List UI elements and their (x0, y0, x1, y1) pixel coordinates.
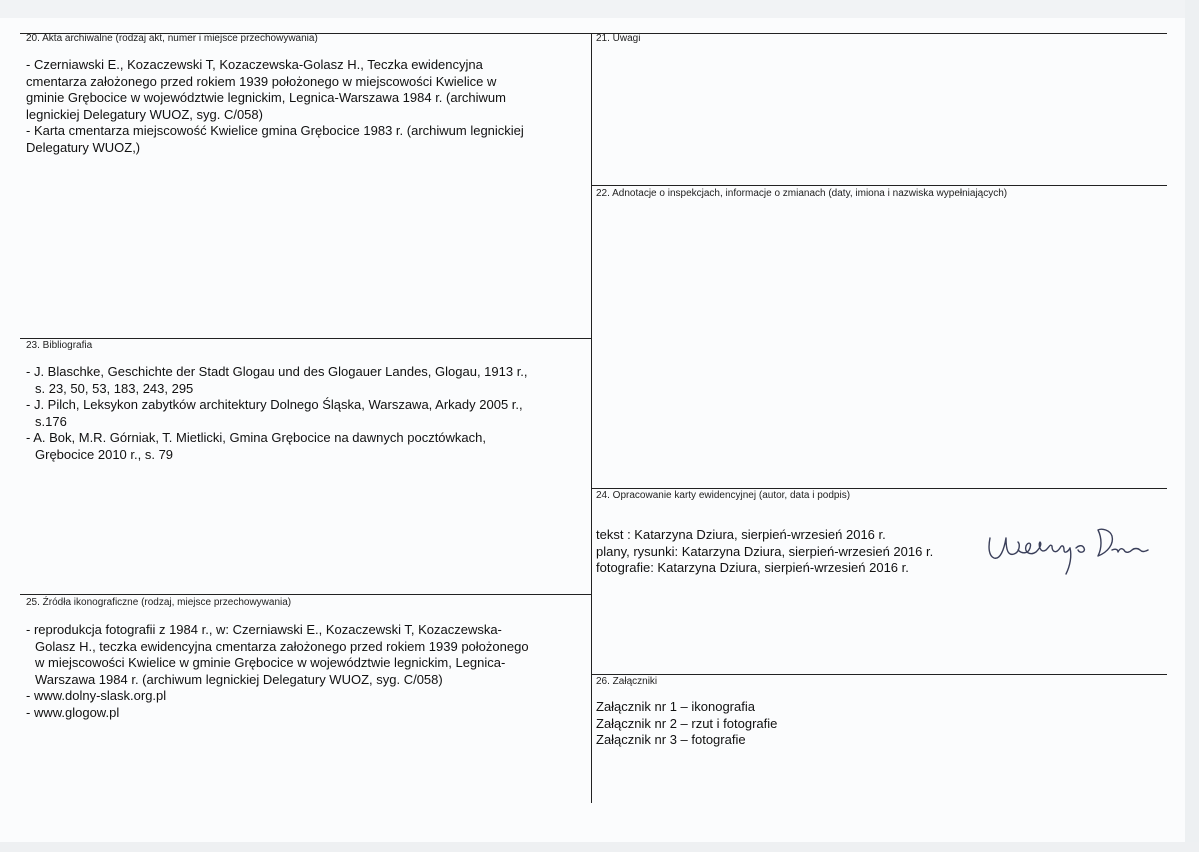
text-line: fotografie: Katarzyna Dziura, sierpień-wrzesień 2016 r. (596, 560, 909, 576)
handwritten-signature (984, 520, 1154, 580)
section-24-text (596, 527, 933, 577)
scan-bottom-edge (0, 842, 1199, 852)
scan-top-edge (0, 0, 1199, 18)
text-line: - Karta cmentarza miejscowość Kwielice gmina Grębocice 1983 r. (archiwum legnickiej (26, 123, 524, 139)
text-line: - A. Bok, M.R. Górniak, T. Mietlicki, Gmina Grębocice na dawnych pocztówkach, (26, 430, 486, 446)
text-line: s. 23, 50, 53, 183, 243, 295 (35, 380, 194, 396)
divider-23-25 (20, 594, 591, 595)
divider-20-23 (20, 338, 591, 339)
text-line: - www.dolny-slask.org.pl (26, 688, 167, 704)
divider-21-22 (591, 185, 1167, 186)
divider-24-26 (591, 674, 1167, 675)
section-20-label: 20. Akta archiwalne (rodzaj akt, numer i miejsce przechowywania) (26, 33, 318, 44)
text-line: - J. Pilch, Leksykon zabytków architektury Dolnego Śląska, Warszawa, Arkady 2005 r., (26, 397, 523, 413)
text-line: Załącznik nr 1 – ikonografia (596, 699, 755, 714)
text-line: s.176 (35, 413, 67, 429)
text-line: - www.glogow.pl (26, 704, 120, 720)
section-21-label: 21. Uwagi (596, 33, 641, 44)
text-line: - J. Blaschke, Geschichte der Stadt Glogau und des Glogauer Landes, Glogau, 1913 r., (26, 364, 528, 379)
section-25-label: 25. Źródła ikonograficzne (rodzaj, miejsce przechowywania) (26, 597, 292, 608)
text-line: Warszawa 1984 r. (archiwum legnickiej Delegatury WUOZ, syg. C/058) (35, 671, 443, 687)
section-26-label: 26. Załączniki (596, 676, 658, 687)
section-24-label: 24. Opracowanie karty ewidencyjnej (autor, data i podpis) (596, 490, 851, 501)
text-line: gminie Grębocice w województwie legnickim, Legnica-Warszawa 1984 r. (archiwum (26, 90, 506, 106)
scan-right-edge (1185, 0, 1199, 852)
section-26-text (596, 699, 777, 749)
section-23-text (26, 364, 528, 464)
text-line: Załącznik nr 2 – rzut i fotografie (596, 715, 778, 731)
divider-22-24 (591, 488, 1167, 489)
text-line: - reprodukcja fotografii z 1984 r., w: Czerniawski E., Kozaczewski T, Kozaczewska- (26, 622, 502, 637)
section-20-text (26, 57, 524, 157)
text-line: Golasz H., teczka ewidencyjna cmentarza założonego przed rokiem 1939 położonego (35, 638, 529, 654)
text-line: cmentarza założonego przed rokiem 1939 położonego w miejscowości Kwielice w (26, 73, 497, 89)
text-line: Załącznik nr 3 – fotografie (596, 732, 746, 748)
section-23-label: 23. Bibliografia (26, 340, 93, 351)
text-line: Delegatury WUOZ,) (26, 139, 141, 155)
section-25-text (26, 622, 529, 722)
text-line: tekst : Katarzyna Dziura, sierpień-wrzesień 2016 r. (596, 527, 886, 542)
text-line: w miejscowości Kwielice w gminie Grębocice w województwie legnickim, Legnica- (35, 655, 506, 671)
text-line: Grębocice 2010 r., s. 79 (35, 446, 174, 462)
center-divider-line (591, 33, 592, 803)
section-22-label: 22. Adnotacje o inspekcjach, informacje o zmianach (daty, imiona i nazwiska wypełniających) (596, 188, 1008, 199)
text-line: plany, rysunki: Katarzyna Dziura, sierpień-wrzesień 2016 r. (596, 543, 934, 559)
text-line: - Czerniawski E., Kozaczewski T, Kozaczewska-Golasz H., Teczka ewidencyjna (26, 57, 483, 72)
text-line: legnickiej Delegatury WUOZ, syg. C/058) (26, 106, 263, 122)
